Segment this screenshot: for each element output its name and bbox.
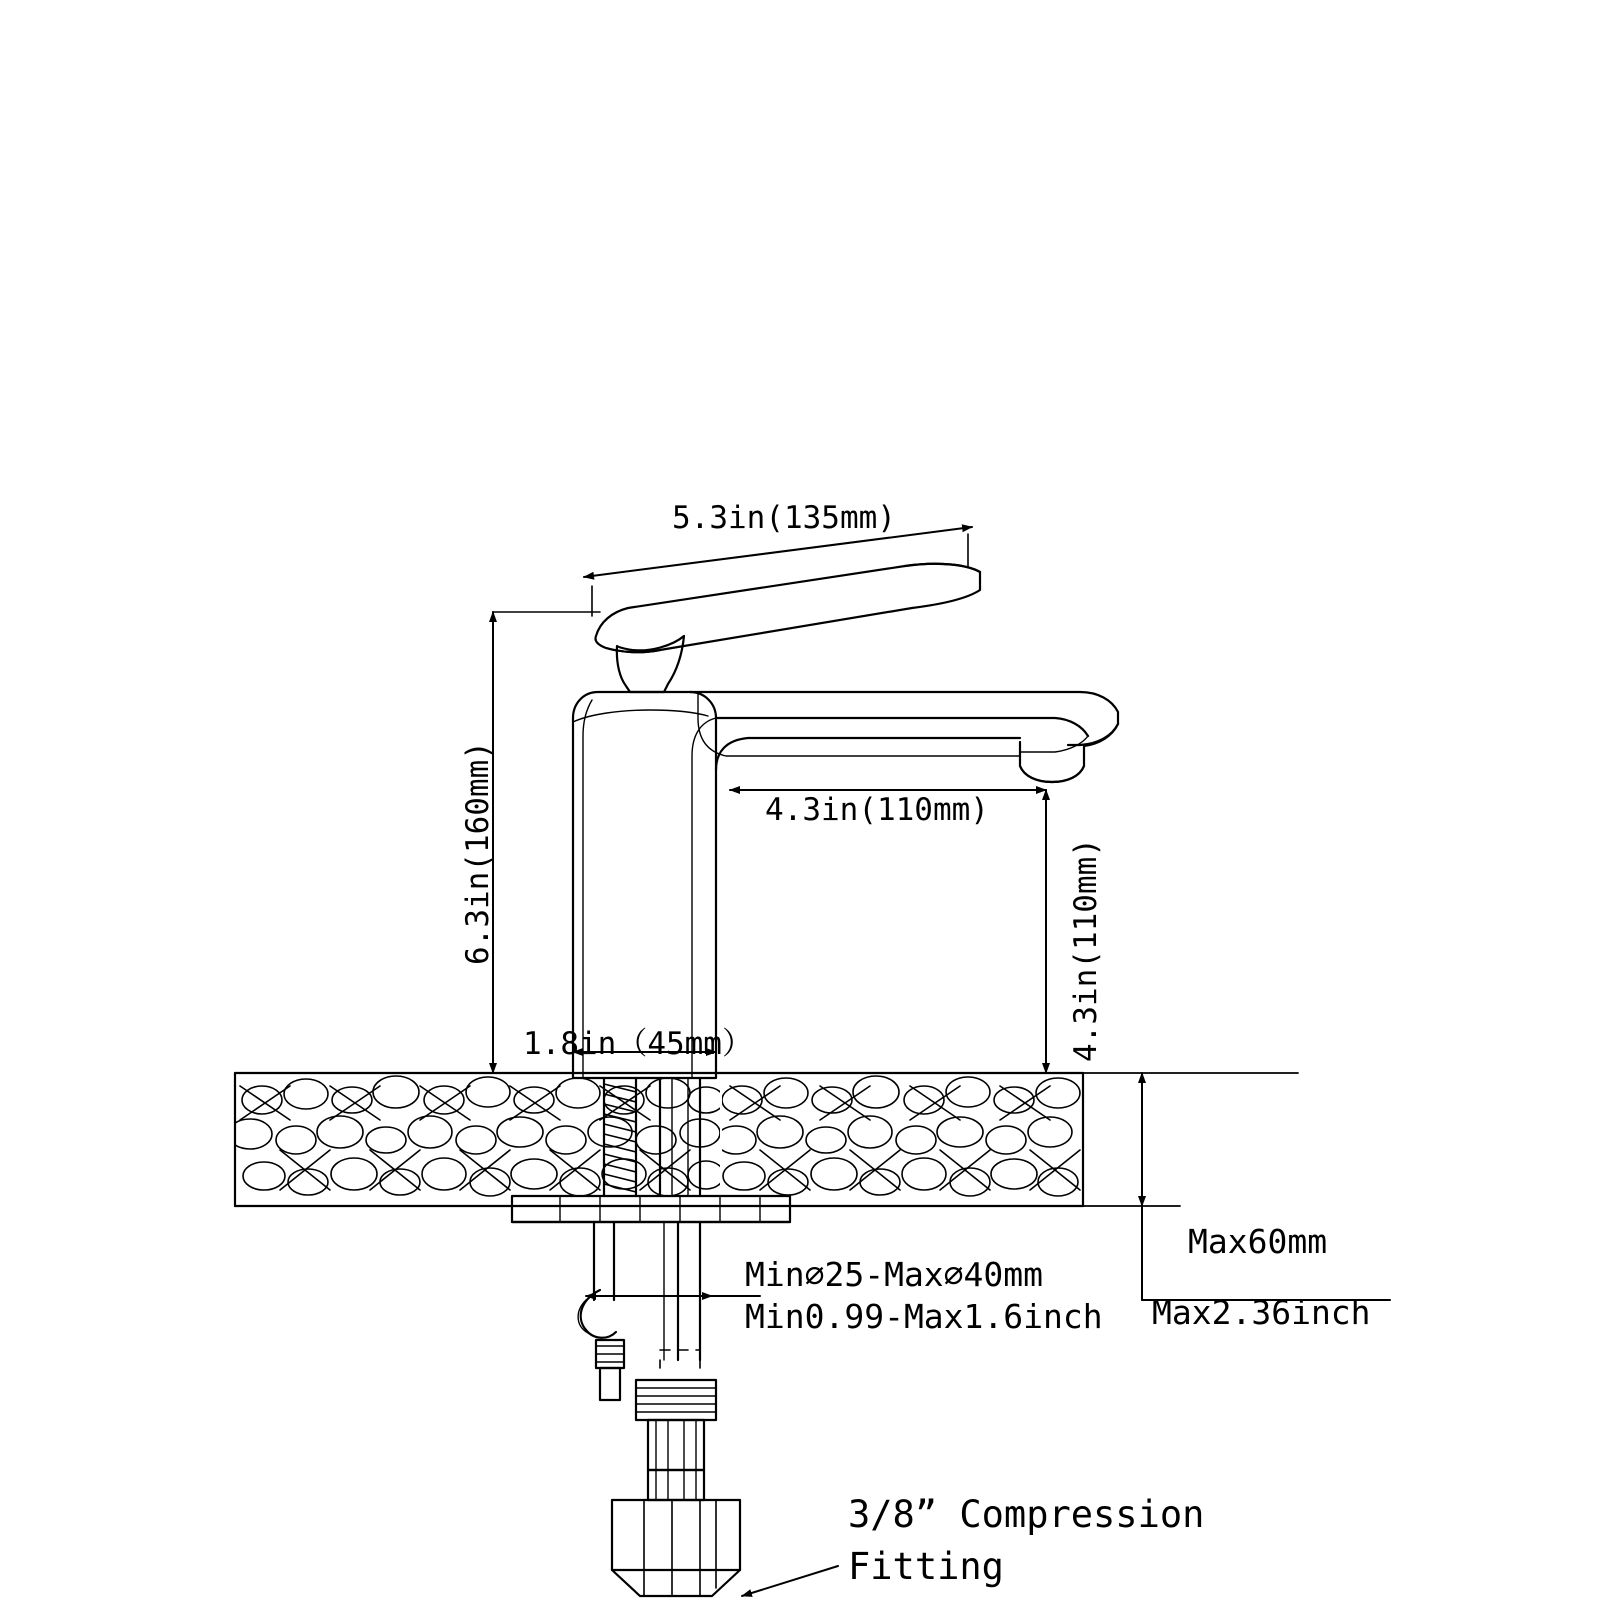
label-base-width: 1.8in（45mm） xyxy=(523,1026,753,1062)
label-handle-length: 5.3in(135mm) xyxy=(672,500,896,536)
label-spout-reach: 4.3in(110mm) xyxy=(765,792,989,828)
label-deck-thickness-mm: Max60mm xyxy=(1188,1222,1328,1261)
label-spout-height: 4.3in(110mm) xyxy=(1068,838,1104,1062)
label-deck-thickness-inch: Max2.36inch xyxy=(1152,1293,1371,1332)
label-hole-diameter-inch: Min0.99-Max1.6inch xyxy=(745,1297,1103,1336)
label-total-height: 6.3in(160mm) xyxy=(460,741,496,965)
label-compression-fitting-line2: Fitting xyxy=(848,1545,1004,1588)
label-hole-diameter-mm: Min⌀25-Max⌀40mm xyxy=(745,1255,1044,1294)
label-compression-fitting-line1: 3/8” Compression xyxy=(848,1493,1205,1536)
